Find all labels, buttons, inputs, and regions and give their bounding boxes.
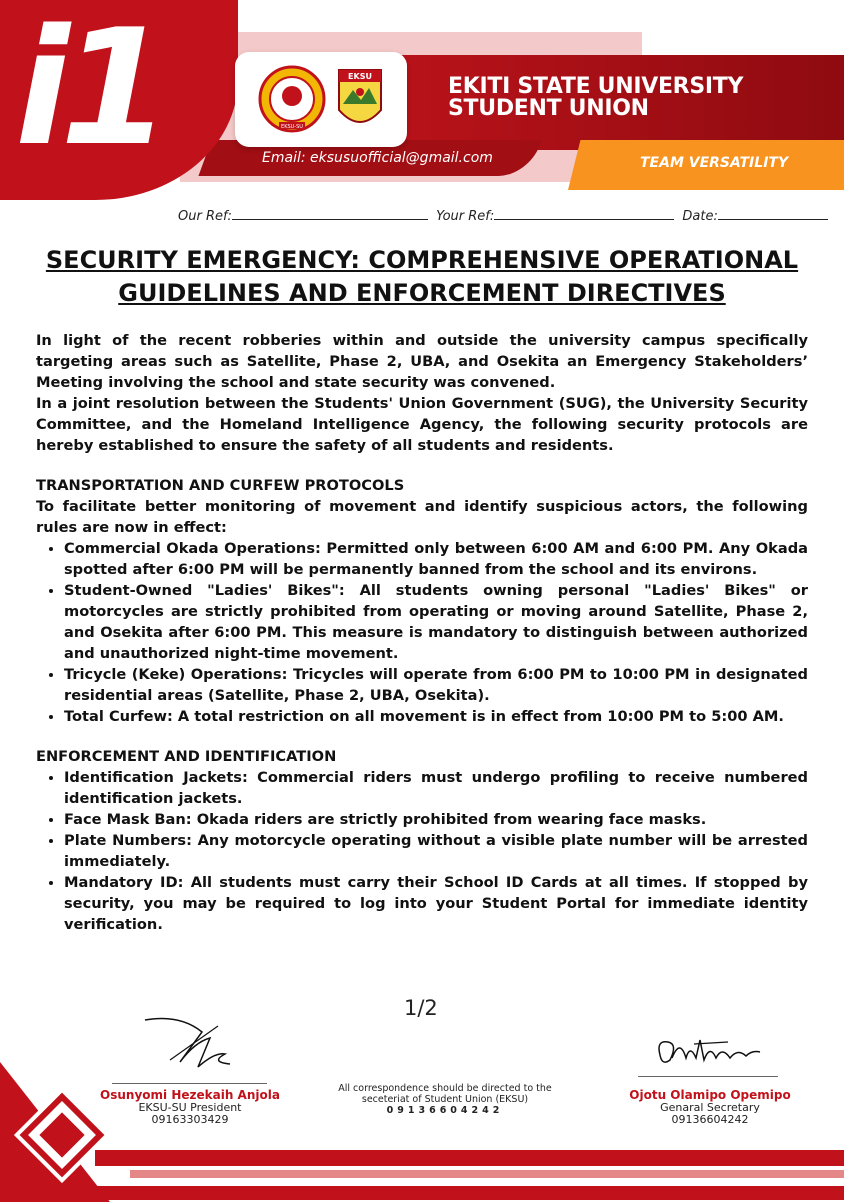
list-item: • Identification Jackets: Commercial riders must undergo profiling to receive numbered identification jackets. [64,767,808,809]
correspondence-line1: All correspondence should be directed to the [338,1083,552,1094]
enforcement-list [36,767,808,935]
team-label: TEAM VERSATILITY [640,155,789,171]
secretary-signature-line [638,1076,778,1077]
reference-line [178,207,828,224]
university-title-line1: EKITI STATE UNIVERSITY [448,74,744,99]
correspondence-line2: seceteriat of Student Union (EKSU) [361,1094,529,1105]
university-title-line2: STUDENT UNION [448,96,649,121]
our-ref-field [232,207,428,220]
document-title [30,244,814,310]
footer-stripe [95,1150,844,1166]
university-logos-icon [235,52,407,147]
your-ref-field [494,207,674,220]
president-phone: 09163303429 [151,1113,229,1126]
transport-lead: To facilitate better monitoring of movement and identify suspicious actors, the following rules are now in effect: [36,498,808,536]
svg-text:EKSU-SU: EKSU-SU [281,124,303,130]
footer-stripe-bottom [0,1186,844,1200]
document-title-line1: SECURITY EMERGENCY: COMPREHENSIVE OPERATIONAL [45,246,799,274]
list-item: • Commercial Okada Operations: Permitted only between 6:00 AM and 6:00 PM. Any Okada spotted after 6:00 PM will be permanently banned from the school and its environs. [64,538,808,580]
list-item: • Face Mask Ban: Okada riders are strictly prohibited from wearing face masks. [64,809,808,830]
list-item: • Total Curfew: A total restriction on all movement is in effect from 10:00 PM to 5:00 AM. [64,706,808,727]
president-name: Osunyomi Hezekaih Anjola [100,1088,280,1102]
correspondence-phone: 09136604242 [386,1105,504,1116]
intro-paragraph-1: In light of the recent robberies within and outside the university campus specifically targeting areas such as Satellite, Phase 2, UBA, and Osekita an Emergency Stakeholders’ Meeting involving the school and state security was convened. [36,332,808,391]
president-block [92,1088,288,1126]
list-item: • Mandatory ID: All students must carry their School ID Cards at all times. If stopped by security, you may be required to log into your Student Portal for immediate identity verification. [64,872,808,935]
secretary-block [610,1088,810,1126]
brand-logo-mark: i1 [15,0,162,181]
enforcement-heading: ENFORCEMENT AND IDENTIFICATION [36,748,337,765]
contact-email: Email: eksusuofficial@gmail.com [262,150,493,166]
your-ref-label: Your Ref: [436,209,495,224]
secretary-signature-icon [650,1030,770,1074]
footer-stripe-light [130,1170,844,1178]
transport-list [36,538,808,727]
document-body [36,330,808,935]
president-signature-icon [140,1012,240,1074]
secretary-name: Ojotu Olamipo Opemipo [629,1088,791,1102]
date-label: Date: [682,209,718,224]
list-item: • Tricycle (Keke) Operations: Tricycles will operate from 6:00 PM to 10:00 PM in designated residential areas (Satellite, Phase 2, UBA, Osekita). [64,664,808,706]
list-item: • Student-Owned "Ladies' Bikes": All students owning personal "Ladies' Bikes" or motorcycles are strictly prohibited from operating or moving around Satellite, Phase 2, and Osekita after 6:00 PM. This measure is mandatory to distinguish between authorized and unauthorized night-time movement. [64,580,808,664]
date-field [718,207,828,220]
university-title [448,76,743,120]
secretary-role: Genaral Secretary [660,1101,760,1114]
logo-panel [235,52,407,147]
secretary-phone: 09136604242 [671,1113,749,1126]
our-ref-label: Our Ref: [178,209,232,224]
page-number: 1/2 [404,996,438,1020]
correspondence-note [320,1083,570,1116]
list-item: • Plate Numbers: Any motorcycle operating without a visible plate number will be arrested immediately. [64,830,808,872]
president-role: EKSU-SU President [138,1101,242,1114]
svg-text:EKSU: EKSU [348,72,372,81]
document-title-line2: GUIDELINES AND ENFORCEMENT DIRECTIVES [118,279,726,307]
president-signature-line [112,1083,267,1084]
transport-heading: TRANSPORTATION AND CURFEW PROTOCOLS [36,477,405,494]
intro-paragraph-2: In a joint resolution between the Students' Union Government (SUG), the University Security Committee, and the Homeland Intelligence Agency, the following security protocols are hereby established to ensure the safety of all students and residents. [36,395,808,454]
